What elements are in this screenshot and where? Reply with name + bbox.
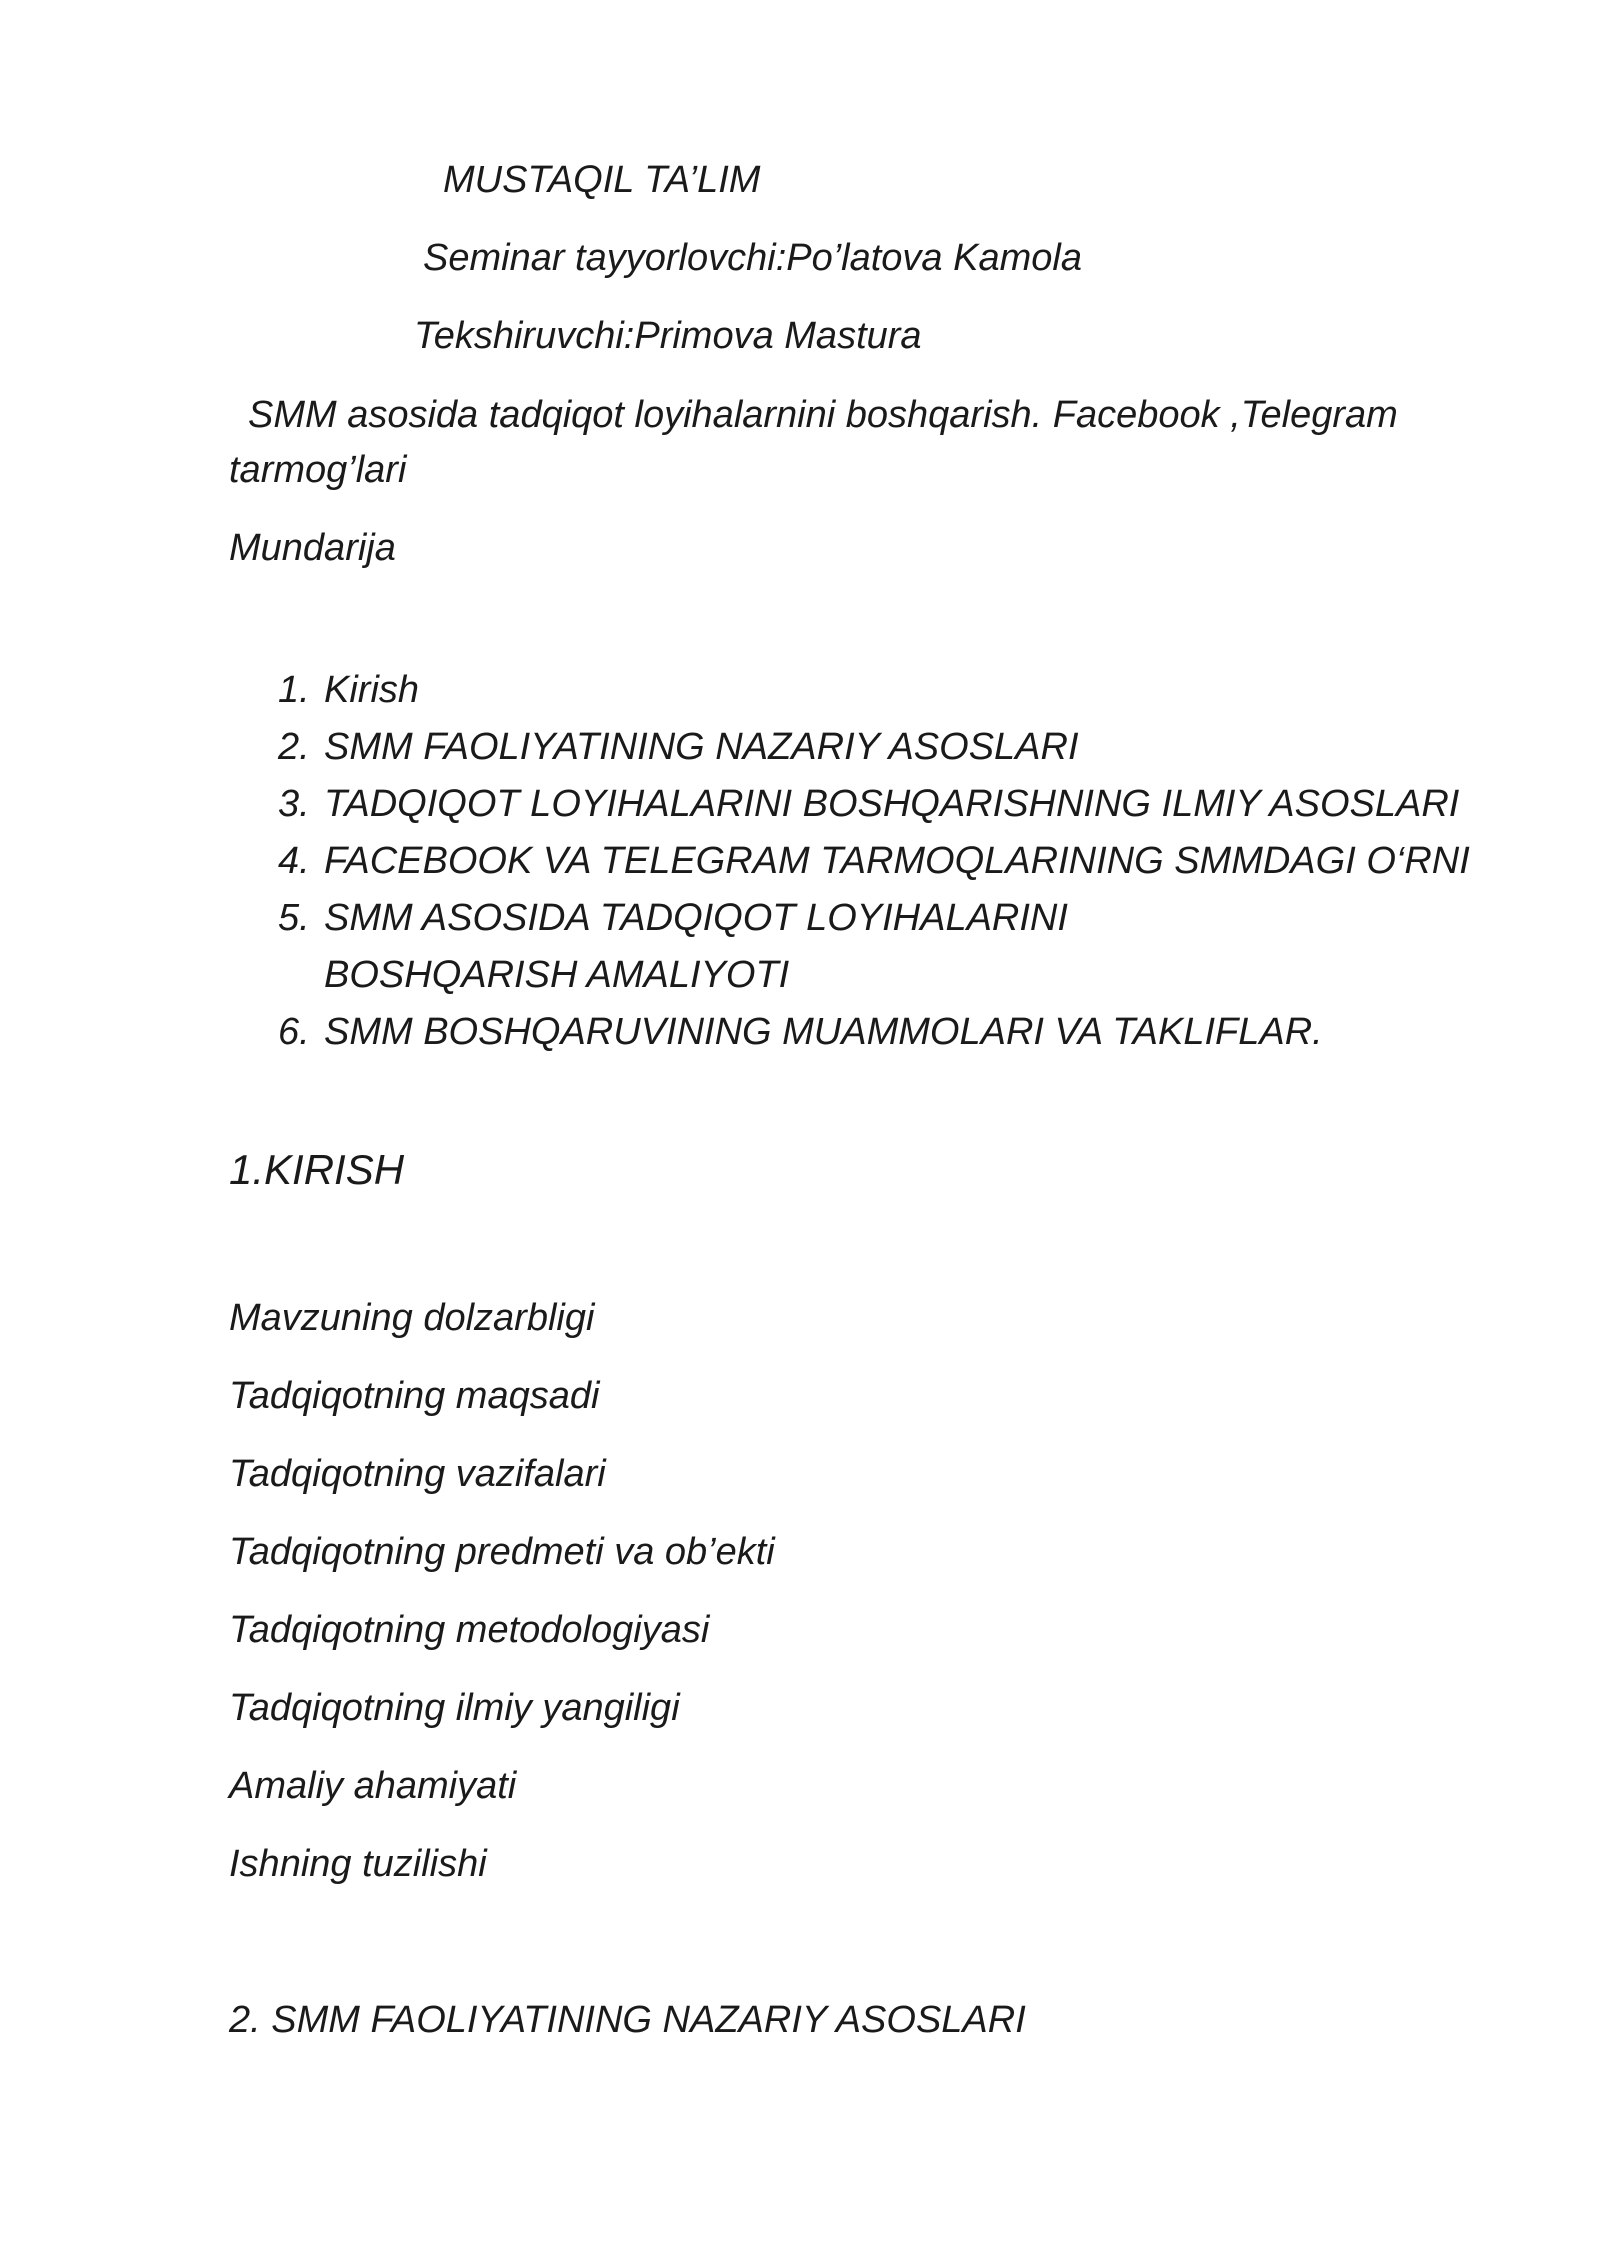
reviewer-line: Tekshiruvchi:Primova Mastura: [414, 315, 922, 357]
toc-item: [228, 1004, 1478, 1061]
toc-item: [228, 662, 1478, 719]
toc-item-number: 6.: [278, 1011, 310, 1053]
toc-item: [228, 890, 1324, 1004]
toc-item: [228, 833, 1478, 890]
toc-item-text: SMM BOSHQARUVINING MUAMMOLARI VA TAKLIFLAR.: [324, 1011, 1323, 1053]
toc-item-number: 5.: [278, 897, 310, 939]
document-title: MUSTAQIL TA’LIM: [443, 159, 761, 201]
toc-item-number: 3.: [278, 783, 310, 825]
toc-item-text: SMM ASOSIDA TADQIQOT LOYIHALARINI BOSHQARISH AMALIYOTI: [324, 897, 1068, 996]
toc-item: [228, 719, 1478, 776]
toc-item-text: Kirish: [324, 669, 420, 711]
topic-line-2: tarmog’lari: [229, 449, 407, 491]
toc-item-text: TADQIQOT LOYIHALARINI BOSHQARISHNING ILMIY ASOSLARI: [324, 783, 1460, 825]
toc-item-text: FACEBOOK VA TELEGRAM TARMOQLARINING SMMDAGI O‘RNI: [324, 840, 1470, 882]
section-1-item: Ishning tuzilishi: [229, 1843, 487, 1885]
section-1-item: Tadqiqotning vazifalari: [229, 1453, 606, 1495]
section-1-heading: 1.KIRISH: [229, 1146, 405, 1193]
toc-item: [228, 776, 1478, 833]
toc-item-number: 2.: [278, 726, 310, 768]
section-1-item: Amaliy ahamiyati: [229, 1765, 517, 1807]
toc-item-number: 1.: [278, 669, 310, 711]
topic-line-1: SMM asosida tadqiqot loyihalarnini boshqarish. Facebook ,Telegram: [248, 394, 1398, 436]
toc-item-text: SMM FAOLIYATINING NAZARIY ASOSLARI: [324, 726, 1079, 768]
section-1-item: Tadqiqotning metodologiyasi: [229, 1609, 710, 1651]
preparer-line: Seminar tayyorlovchi:Po’latova Kamola: [423, 237, 1082, 279]
section-1-item: Mavzuning dolzarbligi: [229, 1297, 595, 1339]
contents-heading: Mundarija: [229, 527, 396, 569]
section-1-item: Tadqiqotning predmeti va ob’ekti: [229, 1531, 775, 1573]
toc-item-number: 4.: [278, 840, 310, 882]
section-2-heading: 2. SMM FAOLIYATINING NAZARIY ASOSLARI: [229, 1999, 1026, 2041]
section-1-item: Tadqiqotning ilmiy yangiligi: [229, 1687, 680, 1729]
section-1-item: Tadqiqotning maqsadi: [229, 1375, 600, 1417]
table-of-contents: [228, 662, 1478, 1061]
